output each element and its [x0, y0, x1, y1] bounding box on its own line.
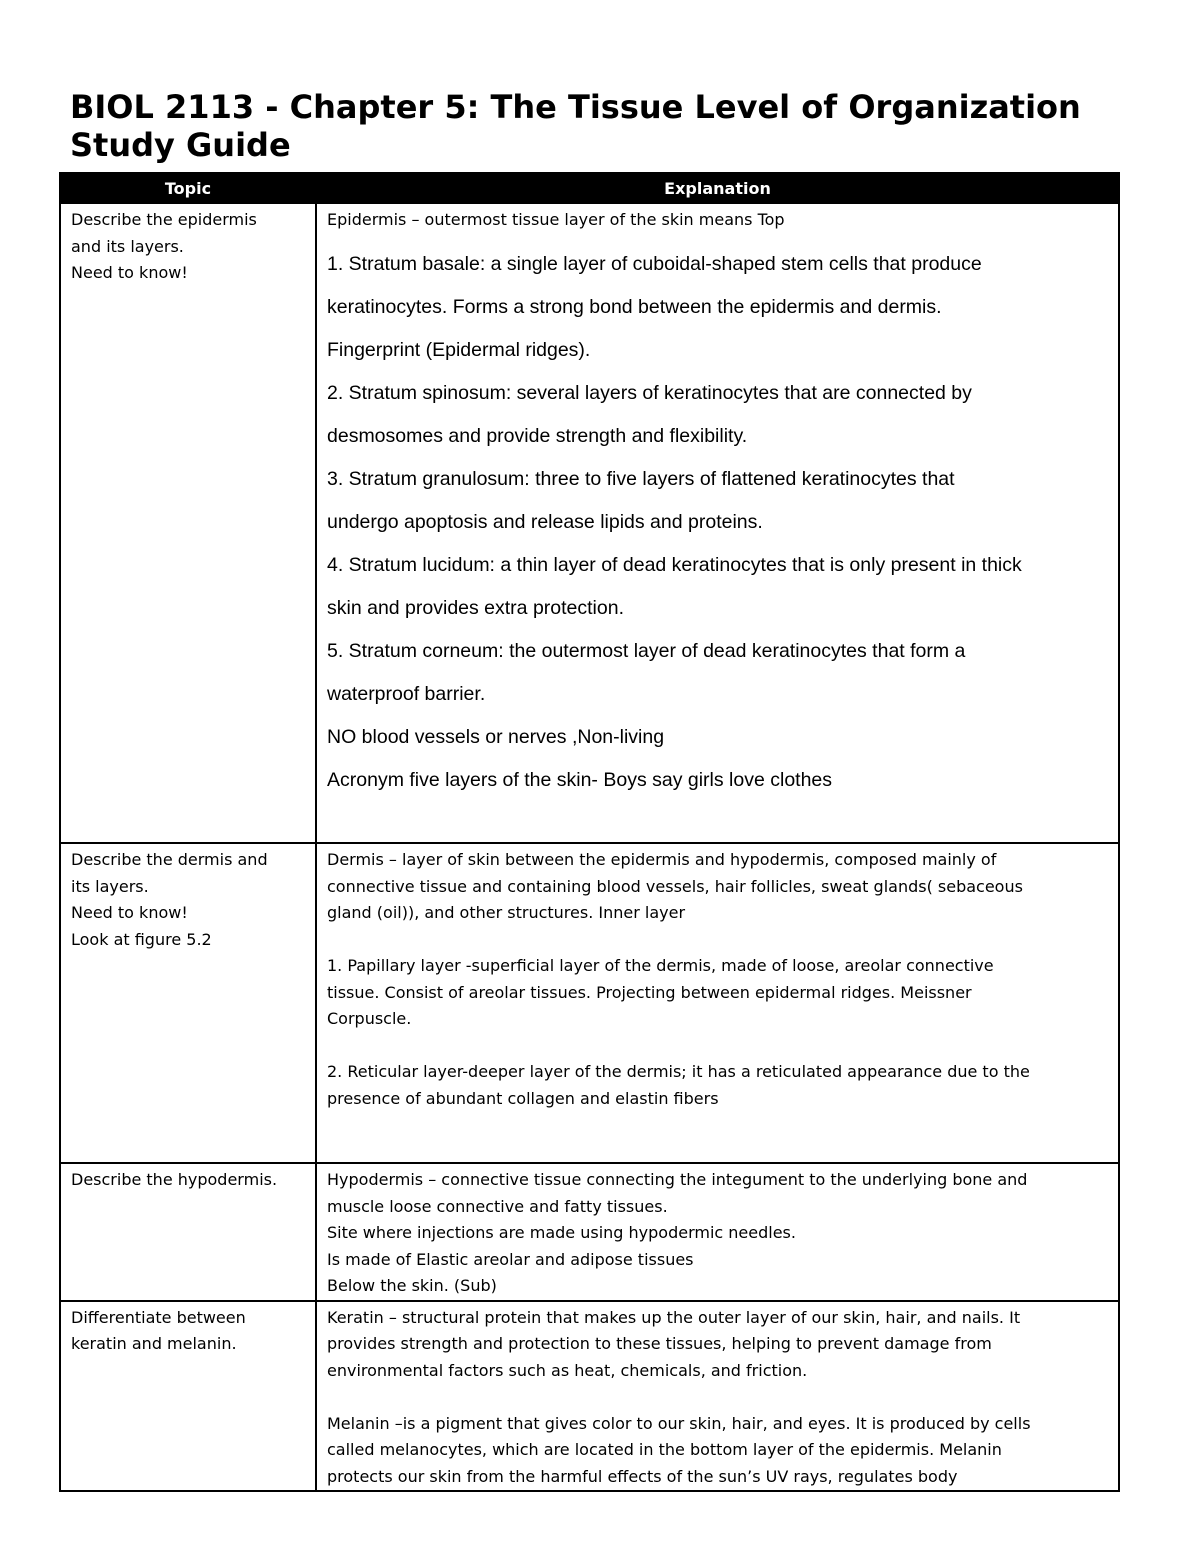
- topic-line: keratin and melanin.: [71, 1334, 237, 1353]
- layer-line: skin and provides extra protection.: [327, 596, 624, 619]
- topic-cell: [60, 203, 316, 843]
- topic-cell: [60, 1301, 316, 1492]
- explanation-line: Epidermis – outermost tissue layer of the skin means Top: [327, 210, 785, 229]
- explanation-line: Site where injections are made using hypodermic needles.: [327, 1223, 796, 1242]
- layer-line: Fingerprint (Epidermal ridges).: [327, 338, 591, 361]
- layer-line: keratinocytes. Forms a strong bond between the epidermis and dermis.: [327, 295, 942, 318]
- table-row-hypodermis: [60, 1163, 1119, 1301]
- explanation-line: Below the skin. (Sub): [327, 1276, 497, 1295]
- topic-line: Need to know!: [71, 263, 188, 282]
- layer-line: 5. Stratum corneum: the outermost layer of dead keratinocytes that form a: [327, 639, 966, 662]
- explanation-line: protects our skin from the harmful effects of the sun’s UV rays, regulates body: [327, 1466, 958, 1486]
- explanation-line: muscle loose connective and fatty tissues.: [327, 1196, 668, 1216]
- explanation-line: called melanocytes, which are located in the bottom layer of the epidermis. Melanin: [327, 1440, 1002, 1459]
- header-topic: Topic: [60, 173, 316, 203]
- explanation-line: environmental factors such as heat, chemicals, and friction.: [327, 1360, 808, 1380]
- explanation-cell: [316, 1163, 1119, 1301]
- explanation-line: Keratin – structural protein that makes up the outer layer of our skin, hair, and nails. It: [327, 1307, 1021, 1327]
- explanation-line: Hypodermis – connective tissue connecting the integument to the underlying bone and: [327, 1170, 1028, 1189]
- explanation-line: 1. Papillary layer -superficial layer of the dermis, made of loose, areolar connective: [327, 956, 994, 975]
- explanation-line: connective tissue and containing blood vessels, hair follicles, sweat glands( sebaceous: [327, 876, 1023, 896]
- explanation-line: tissue. Consist of areolar tissues. Projecting between epidermal ridges. Meissner: [327, 982, 972, 1002]
- title-line-2: Study Guide: [70, 126, 291, 164]
- explanation-line: presence of abundant collagen and elastin fibers: [327, 1088, 719, 1108]
- topic-line: Describe the dermis and: [71, 850, 268, 869]
- topic-line: Look at figure 5.2: [71, 929, 212, 949]
- layer-line: Acronym five layers of the skin- Boys say girls love clothes: [327, 768, 833, 791]
- topic-line: Describe the hypodermis.: [71, 1170, 278, 1189]
- table-header-row: [60, 173, 1119, 203]
- layer-line: 3. Stratum granulosum: three to five layers of flattened keratinocytes that: [327, 467, 955, 490]
- explanation-line: Corpuscle.: [327, 1009, 412, 1028]
- topic-line: Describe the epidermis: [71, 210, 257, 229]
- explanation-line: Melanin –is a pigment that gives color to our skin, hair, and eyes. It is produced by cells: [327, 1413, 1031, 1433]
- layer-line: 4. Stratum lucidum: a thin layer of dead keratinocytes that is only present in thick: [327, 553, 1022, 576]
- topic-line: Need to know!: [71, 903, 188, 922]
- topic-line: Differentiate between: [71, 1307, 246, 1327]
- title-line-1: BIOL 2113 - Chapter 5: The Tissue Level of Organization: [70, 88, 1081, 126]
- header-explanation: Explanation: [316, 173, 1119, 203]
- topic-line: its layers.: [71, 876, 149, 896]
- layer-line: waterproof barrier.: [327, 682, 486, 705]
- study-guide-table: [59, 172, 1120, 1492]
- topic-cell: [60, 1163, 316, 1301]
- explanation-cell: [316, 843, 1119, 1163]
- layer-line: 2. Stratum spinosum: several layers of keratinocytes that are connected by: [327, 381, 972, 404]
- layer-line: desmosomes and provide strength and flexibility.: [327, 424, 748, 447]
- table-row-epidermis: [60, 203, 1119, 843]
- explanation-cell: [316, 203, 1119, 843]
- layer-line: undergo apoptosis and release lipids and proteins.: [327, 510, 763, 533]
- table-row-dermis: [60, 843, 1119, 1163]
- topic-line: and its layers.: [71, 236, 184, 256]
- explanation-line: gland (oil)), and other structures. Inner layer: [327, 903, 686, 922]
- explanation-line: 2. Reticular layer-deeper layer of the dermis; it has a reticulated appearance due to the: [327, 1062, 1030, 1081]
- explanation-line: provides strength and protection to these tissues, helping to prevent damage from: [327, 1334, 992, 1353]
- table-row-keratin-melanin: [60, 1301, 1119, 1492]
- layer-line: NO blood vessels or nerves ,Non-living: [327, 725, 665, 748]
- page-title: [70, 88, 1150, 164]
- epidermis-layers-list: [327, 243, 1108, 802]
- topic-cell: [60, 843, 316, 1163]
- explanation-line: Is made of Elastic areolar and adipose tissues: [327, 1249, 694, 1269]
- layer-line: 1. Stratum basale: a single layer of cuboidal-shaped stem cells that produce: [327, 252, 982, 275]
- explanation-cell: [316, 1301, 1119, 1492]
- explanation-line: Dermis – layer of skin between the epidermis and hypodermis, composed mainly of: [327, 850, 997, 869]
